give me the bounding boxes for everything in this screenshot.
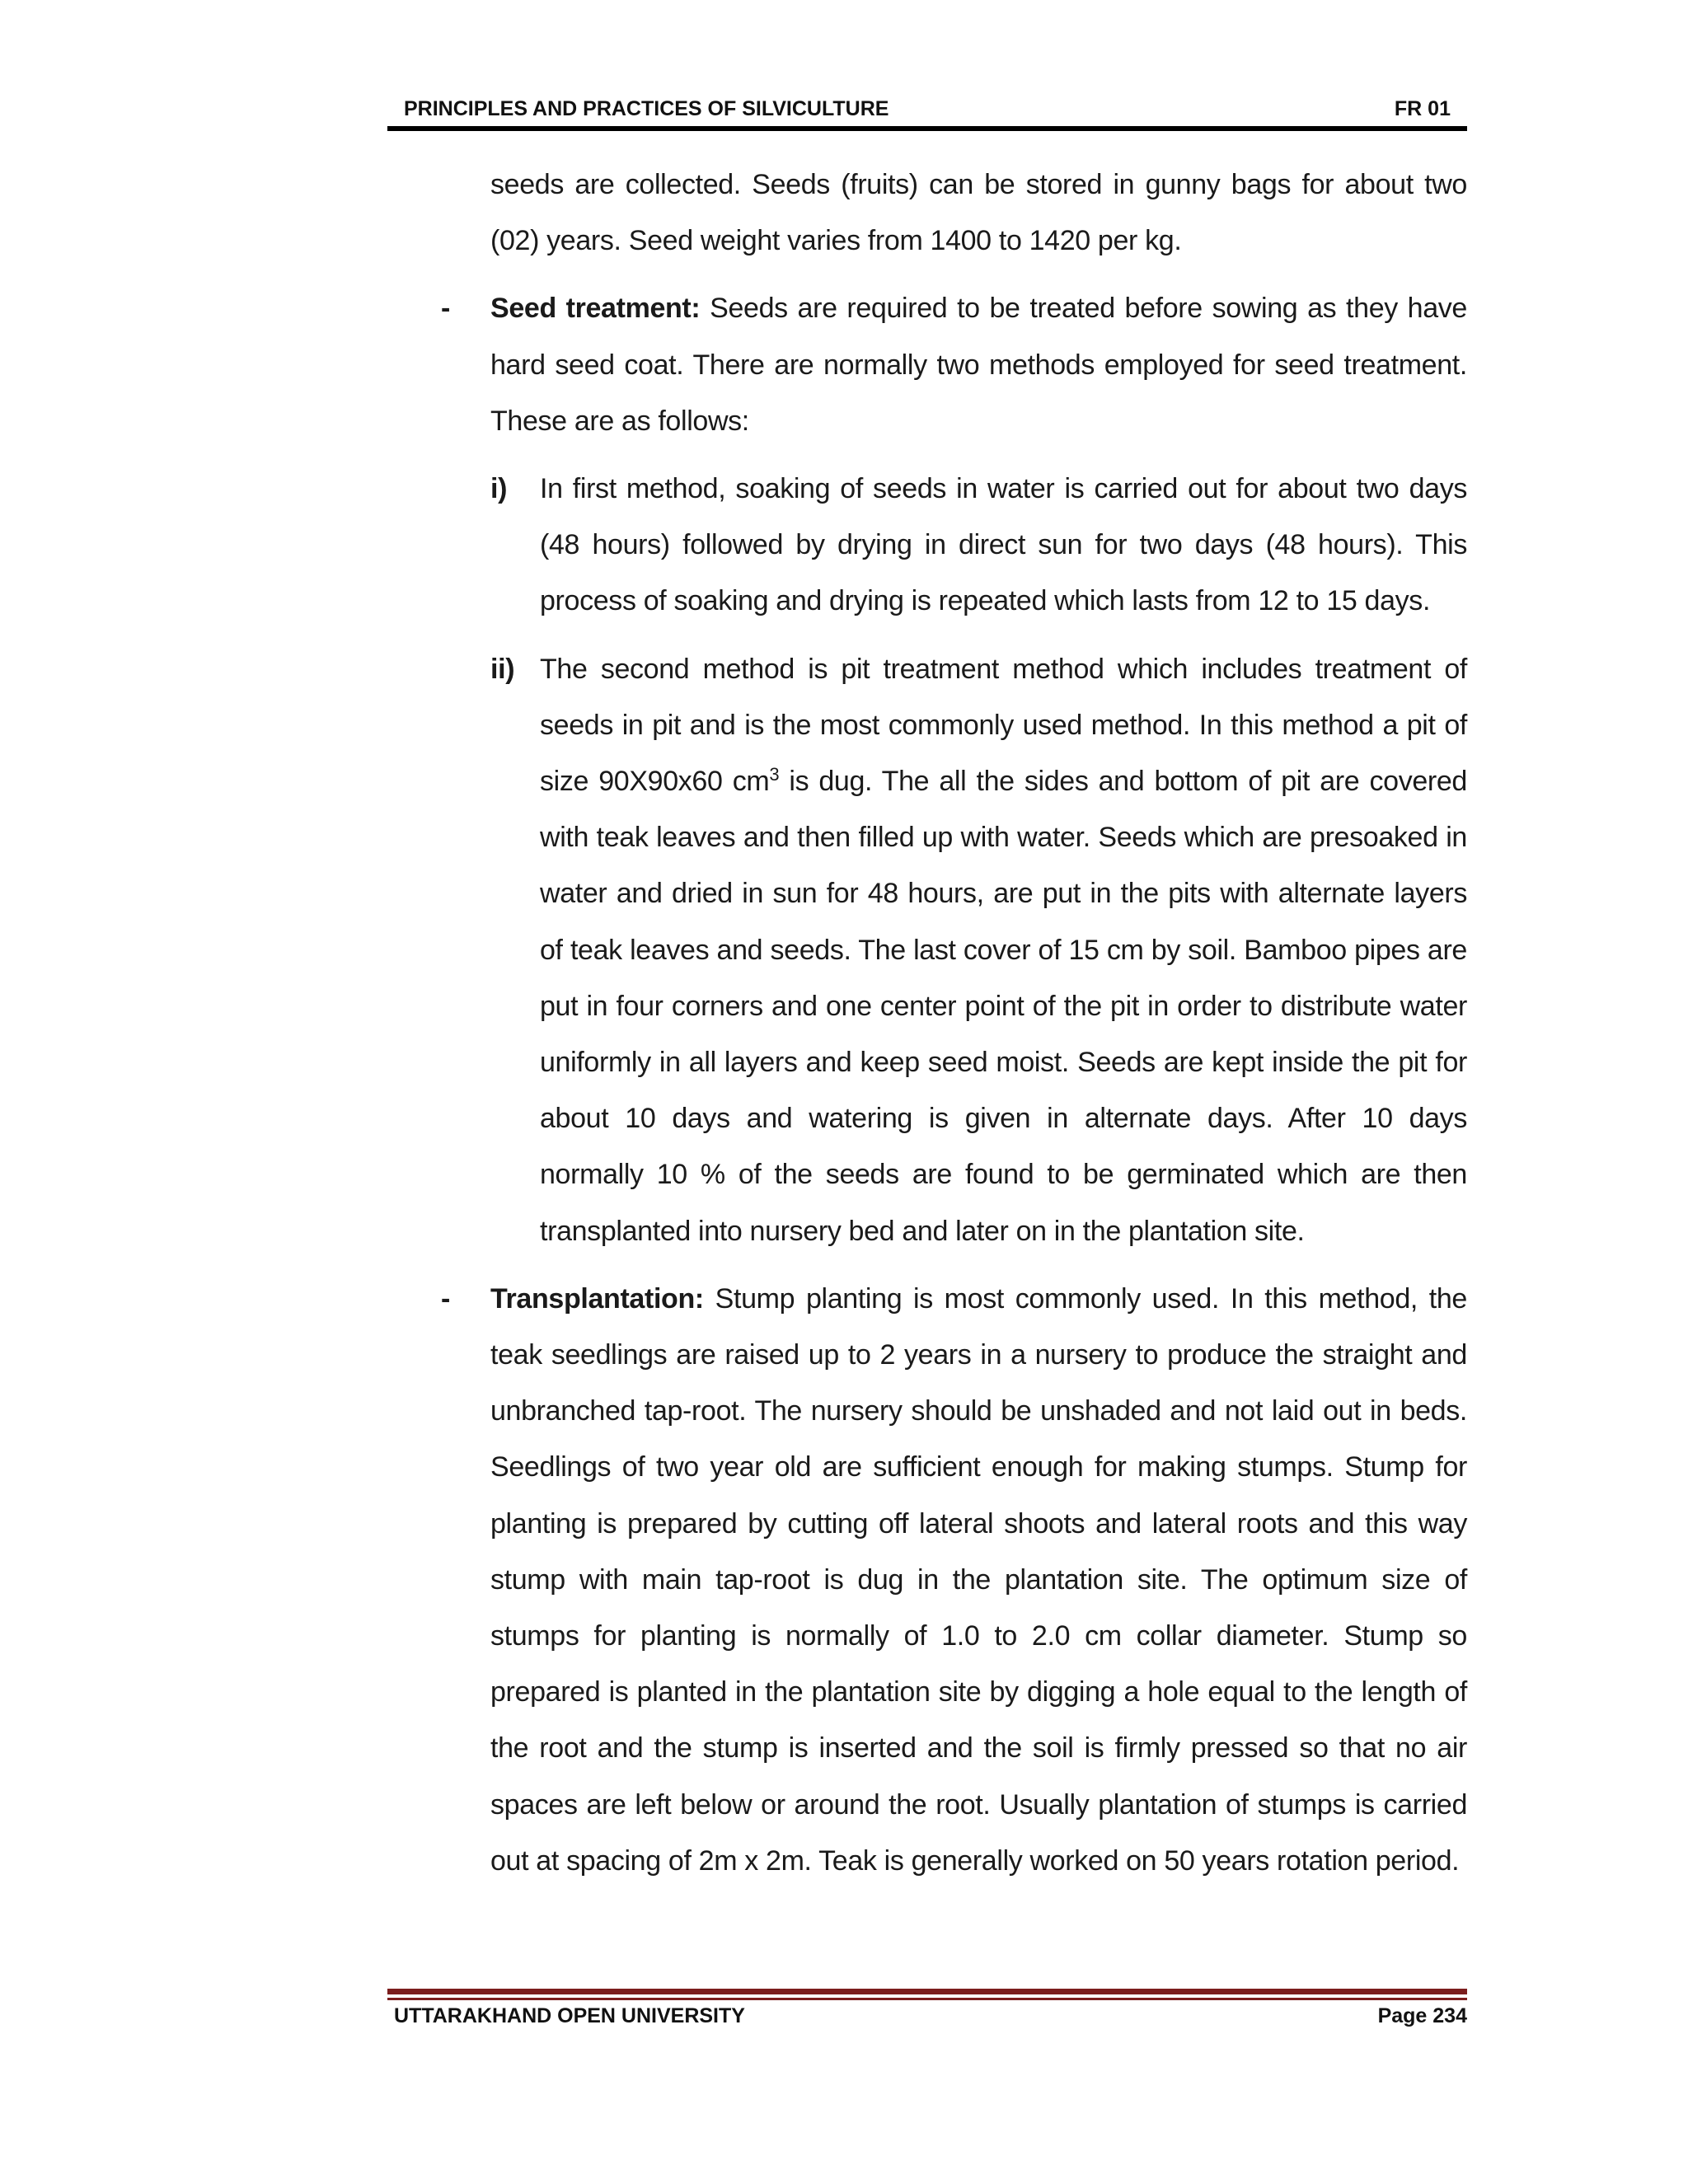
footer-divider-thick (387, 1989, 1467, 1994)
superscript: 3 (769, 764, 780, 785)
seed-treatment-text: Seeds are required to be treated before sowing as they have hard seed coat. There are normally two methods employed for seed treatment. These are as follows: (490, 293, 1467, 437)
seed-treatment-heading: Seed treatment: (490, 293, 701, 325)
footer-divider-thin (387, 1998, 1467, 2000)
bullet-marker: - (441, 293, 450, 325)
seed-treatment-item (429, 280, 1467, 449)
header-code: FR 01 (1394, 97, 1451, 120)
method-text: The second method is pit treatment method which includes treatment of seeds in pit and is the most commonly used method. In this method a pit of size 90X90x60 cm (540, 653, 1467, 798)
intro-paragraph: seeds are collected. Seeds (fruits) can be stored in gunny bags for about two (02) years. Seed weight varies from 1400 to 1420 per kg. (490, 169, 1467, 257)
method-marker: ii) (490, 653, 515, 685)
method-text-continued: is dug. The all the sides and bottom of pit are covered with teak leaves and then filled up with water. Seeds which are presoaked in water and dried in sun for 48 hours, are put in the pits with alternate layers of teak leaves and seeds. The last cover of 15 cm by soil. Bamboo pipes are put in four corners and one center point of the pit in order to distribute water uniformly in all layers and keep seed moist. Seeds are kept inside the pit for about 10 days and watering is given in alternate days. After 10 days normally 10 % of the seeds are found to be germinated which are then transplanted into nursery bed and later on in the plantation site. (540, 766, 1467, 1247)
transplantation-heading: Transplantation: (490, 1282, 704, 1315)
method-text: In first method, soaking of seeds in water is carried out for about two days (48 hours) followed by drying in direct sun for two days (48 hours). This process of soaking and drying is repeated which lasts from 12 to 15 days. (540, 473, 1467, 617)
method-marker: i) (490, 473, 508, 505)
header-title: PRINCIPLES AND PRACTICES OF SILVICULTURE (404, 97, 889, 120)
page-footer (387, 2004, 1467, 2037)
transplantation-text: Stump planting is most commonly used. In this method, the teak seedlings are raised up to 2 years in a nursery to produce the straight and unbranched tap-root. The nursery should be unshaded and not laid out in beds. Seedlings of two year old are sufficient enough for making stumps. Stump for planting is prepared by cutting off lateral shoots and lateral roots and this way stump with main tap-root is dug in the plantation site. The optimum size of stumps for planting is normally of 1.0 to 2.0 cm collar diameter. Stump so prepared is planted in the plantation site by digging a hole equal to the length of the root and the stump is inserted and the soil is firmly pressed so that no air spaces are left below or around the root. Usually plantation of stumps is carried out at spacing of 2m x 2m. Teak is generally worked on 50 years rotation period. (490, 1282, 1467, 1877)
method-item (429, 461, 1467, 630)
page-header (387, 97, 1467, 127)
header-divider (387, 126, 1467, 131)
page-number: Page 234 (1377, 2004, 1467, 2027)
page-body (429, 157, 1467, 1900)
transplantation-item (429, 1271, 1467, 1889)
bullet-marker: - (441, 1282, 450, 1315)
footer-university: UTTARAKHAND OPEN UNIVERSITY (394, 2004, 745, 2027)
method-item (429, 641, 1467, 1259)
